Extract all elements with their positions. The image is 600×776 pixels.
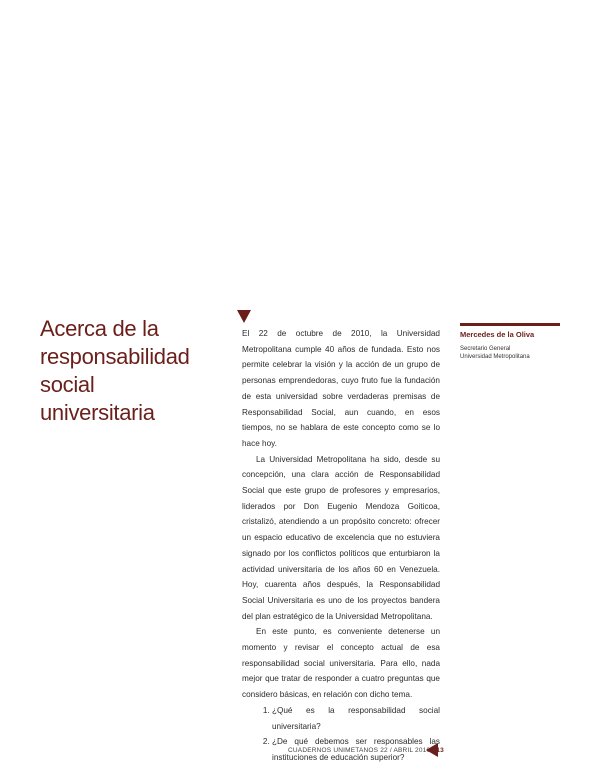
paragraph: El 22 de octubre de 2010, la Universidad Metropolitana cumple 40 años de fundada. Esto nos permite celebrar la visión y la acción de un grupo de personas emprendedoras, cuyo fruto fue la fundación de esta universidad sobre verdaderas premisas de Responsabilidad Social, aun cuando, en esos tiempos, no se hablara de este concepto como se lo hace hoy.	[242, 329, 440, 448]
paragraph: En este punto, es conveniente detenerse un momento y revisar el concepto actual de esa responsabilidad social universitaria. Para ello, nada mejor que tratar de responder a cuatro preguntas que considero básicas, en relación con dicho tema.	[242, 627, 440, 700]
author-name: Mercedes de la Oliva	[460, 330, 535, 339]
author-divider	[460, 323, 560, 326]
article-title: Acerca de la responsabilidad social universitaria	[40, 316, 190, 425]
author-role-title: Secretario General	[460, 346, 511, 352]
page-number: 13	[436, 747, 444, 754]
author-role	[460, 345, 580, 361]
author-institution: Universidad Metropolitana	[460, 354, 530, 360]
article-body	[242, 326, 440, 766]
question-list	[242, 703, 440, 766]
page-footer	[288, 747, 444, 754]
question-item: 1. ¿Qué es la responsabilidad social universitaria?	[272, 703, 440, 734]
footer-arrow-icon	[426, 743, 438, 757]
section-marker-icon	[237, 310, 251, 323]
question-item: 2. ¿De qué debemos ser responsables las instituciones de educación superior?	[272, 734, 440, 765]
footer-publication: CUADERNOS UNIMETANOS 22 / ABRIL 2010 /	[288, 747, 435, 754]
paragraph: La Universidad Metropolitana ha sido, desde su concepción, una clara acción de Responsabilidad Social que este grupo de profesores y empresarios, liderados por Don Eugenio Mendoza Goiticoa, cristalizó, atendiendo a un propósito concreto: ofrecer un espacio educativo de excelencia que no estuviera signado por los conflictos políticos que enturbiaron la actividad universitaria de los años 60 en Venezuela. Hoy, cuarenta años después, la Responsabilidad Social Universitaria es uno de los proyectos bandera del plan estratégico de la Universidad Metropolitana.	[242, 454, 440, 621]
